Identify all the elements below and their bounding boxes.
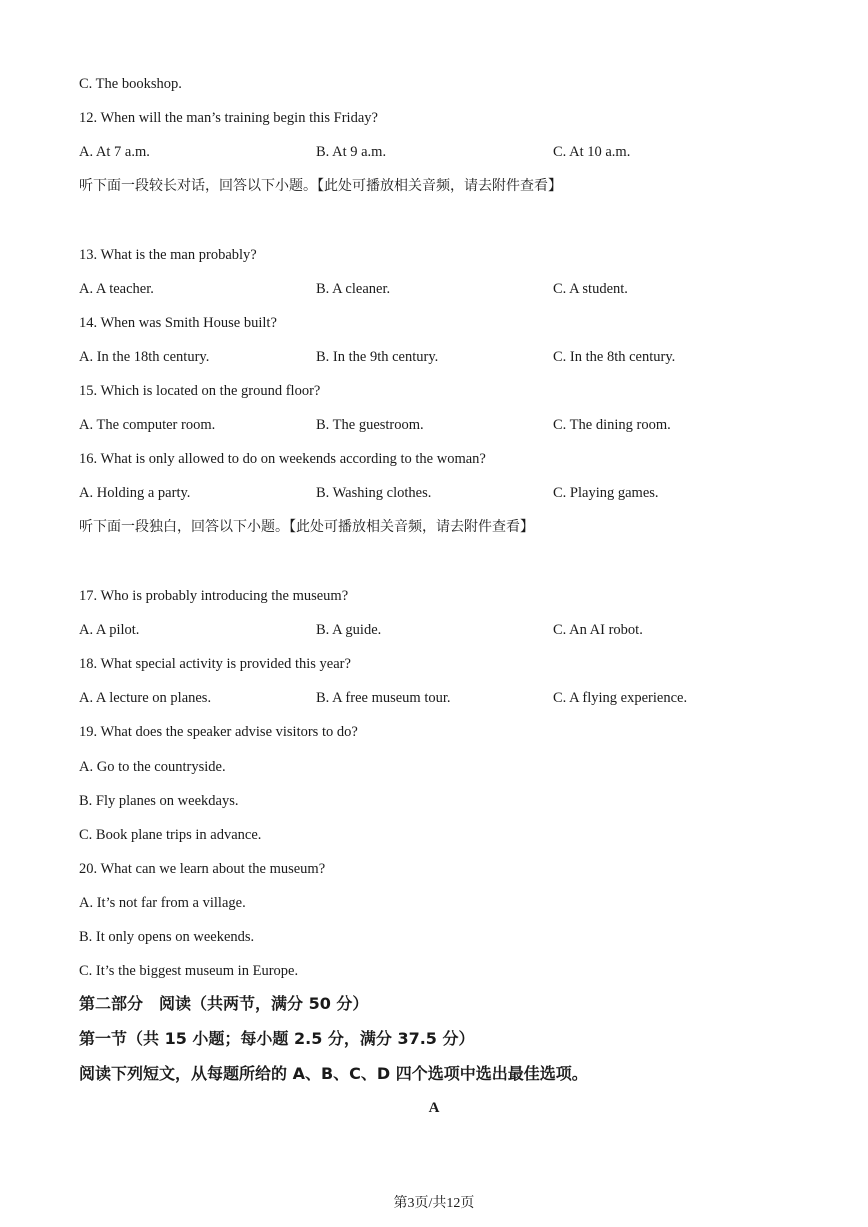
- q18-option-c: C. A flying experience.: [553, 690, 688, 706]
- q18-option-a: A. A lecture on planes.: [79, 690, 212, 706]
- question-15: 15. Which is located on the ground floor?: [79, 383, 321, 399]
- q11-option-c: C. The bookshop.: [79, 76, 182, 92]
- part-two-heading: 第二部分 阅读（共两节，满分 50 分）: [79, 994, 369, 1013]
- q13-option-c: C. A student.: [553, 281, 628, 297]
- question-13: 13. What is the man probably?: [79, 247, 257, 263]
- question-20: 20. What can we learn about the museum?: [79, 861, 326, 877]
- instruction-long-dialogue: 听下面一段较长对话，回答以下小题。【此处可播放相关音频，请去附件查看】: [79, 178, 562, 194]
- question-18: 18. What special activity is provided this year?: [79, 656, 351, 672]
- q14-option-b: B. In the 9th century.: [316, 349, 439, 365]
- q17-option-b: B. A guide.: [316, 622, 382, 638]
- q13-option-a: A. A teacher.: [79, 281, 154, 297]
- q14-option-c: C. In the 8th century.: [553, 349, 676, 365]
- q17-option-a: A. A pilot.: [79, 622, 140, 638]
- question-19: 19. What does the speaker advise visitors to do?: [79, 724, 358, 740]
- question-16: 16. What is only allowed to do on weekends according to the woman?: [79, 451, 486, 467]
- question-14: 14. When was Smith House built?: [79, 315, 277, 331]
- q16-option-a: A. Holding a party.: [79, 485, 191, 501]
- q12-option-c: C. At 10 a.m.: [553, 144, 631, 160]
- q16-option-b: B. Washing clothes.: [316, 485, 432, 501]
- instruction-monologue: 听下面一段独白，回答以下小题。【此处可播放相关音频，请去附件查看】: [79, 519, 534, 535]
- q15-option-b: B. The guestroom.: [316, 417, 424, 433]
- section-one-heading: 第一节（共 15 小题；每小题 2.5 分，满分 37.5 分）: [79, 1029, 475, 1048]
- q12-option-a: A. At 7 a.m.: [79, 144, 150, 160]
- q15-option-c: C. The dining room.: [553, 417, 671, 433]
- q19-option-a: A. Go to the countryside.: [79, 759, 226, 775]
- q19-option-c: C. Book plane trips in advance.: [79, 827, 262, 843]
- q17-option-c: C. An AI robot.: [553, 622, 643, 638]
- q19-option-b: B. Fly planes on weekdays.: [79, 793, 239, 809]
- q18-option-b: B. A free museum tour.: [316, 690, 451, 706]
- q14-option-a: A. In the 18th century.: [79, 349, 210, 365]
- q15-option-a: A. The computer room.: [79, 417, 216, 433]
- q20-option-b: B. It only opens on weekends.: [79, 929, 255, 945]
- question-17: 17. Who is probably introducing the museum?: [79, 588, 349, 604]
- question-12: 12. When will the man’s training begin this Friday?: [79, 110, 378, 126]
- q20-option-a: A. It’s not far from a village.: [79, 895, 246, 911]
- q20-option-c: C. It’s the biggest museum in Europe.: [79, 963, 299, 979]
- q13-option-b: B. A cleaner.: [316, 281, 391, 297]
- q12-option-b: B. At 9 a.m.: [316, 144, 387, 160]
- page-footer: 第3页/共12页: [393, 1196, 475, 1211]
- q16-option-c: C. Playing games.: [553, 485, 659, 501]
- reading-instruction: 阅读下列短文，从每题所给的 A、B、C、D 四个选项中选出最佳选项。: [79, 1064, 588, 1083]
- passage-label: A: [428, 1100, 440, 1116]
